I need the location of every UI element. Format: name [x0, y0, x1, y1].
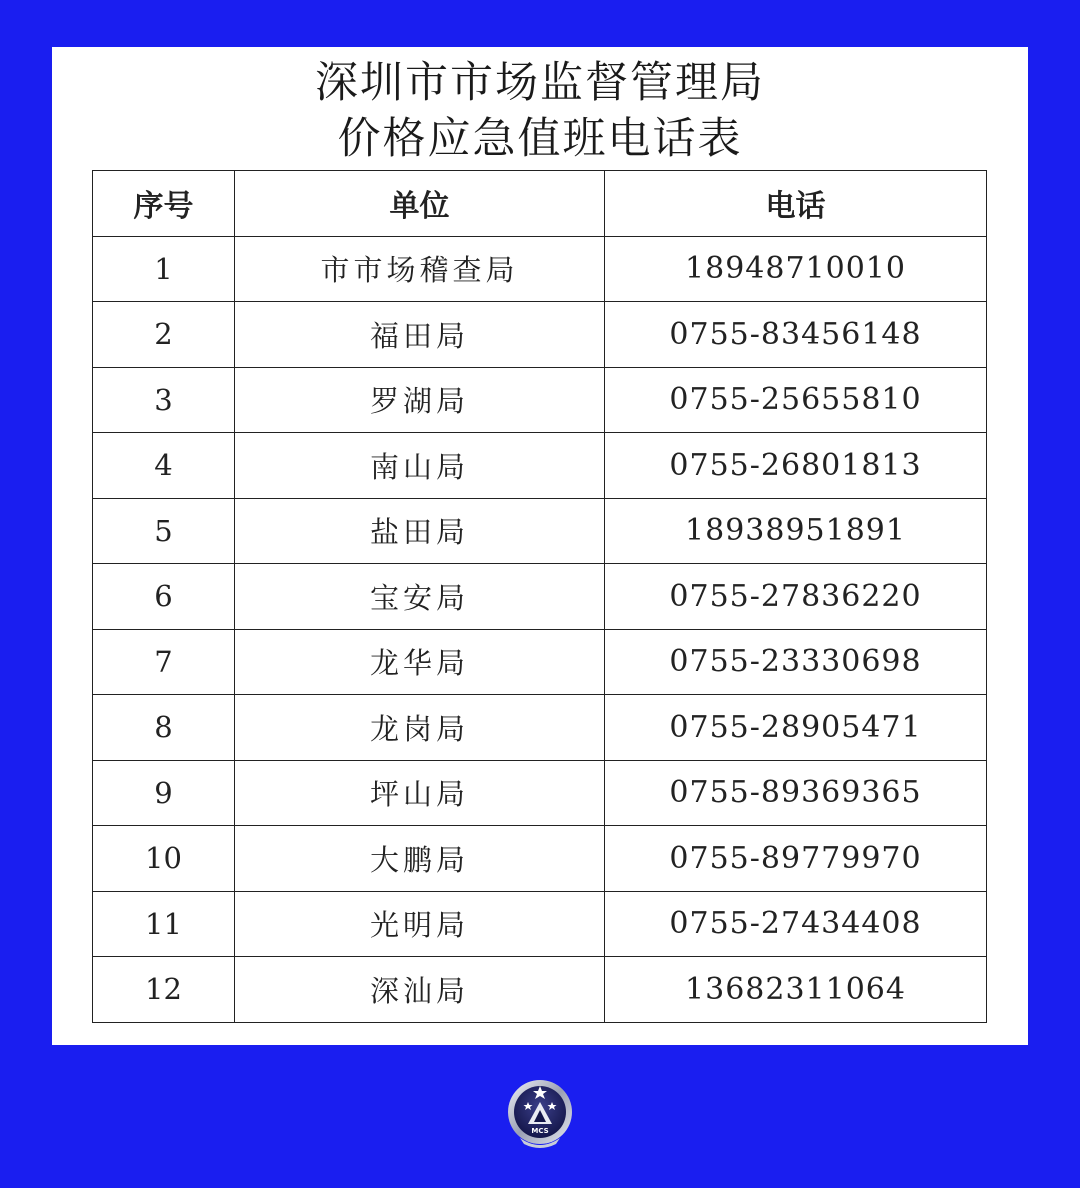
row-unit: 盐田局	[235, 498, 605, 564]
row-unit: 宝安局	[235, 564, 605, 630]
row-number: 2	[93, 302, 235, 368]
table-row	[93, 498, 987, 564]
row-phone: 18948710010	[605, 236, 987, 302]
table-row	[93, 826, 987, 892]
table-row	[93, 629, 987, 695]
row-phone: 0755-89779970	[605, 826, 987, 892]
row-phone: 0755-27836220	[605, 564, 987, 630]
row-unit: 光明局	[235, 891, 605, 957]
emblem-text: MCS	[531, 1127, 549, 1135]
row-number: 11	[93, 891, 235, 957]
row-unit: 深汕局	[235, 957, 605, 1023]
table-row	[93, 236, 987, 302]
row-phone: 0755-27434408	[605, 891, 987, 957]
row-phone: 0755-26801813	[605, 433, 987, 499]
row-unit: 南山局	[235, 433, 605, 499]
row-phone: 0755-89369365	[605, 760, 987, 826]
row-unit: 大鹏局	[235, 826, 605, 892]
column-header-phone: 电话	[605, 171, 987, 237]
row-phone: 13682311064	[605, 957, 987, 1023]
row-unit: 罗湖局	[235, 367, 605, 433]
row-phone: 0755-25655810	[605, 367, 987, 433]
row-number: 8	[93, 695, 235, 761]
row-unit: 龙华局	[235, 629, 605, 695]
page-subtitle: 价格应急值班电话表	[337, 114, 743, 164]
table-row	[93, 695, 987, 761]
market-supervision-emblem-icon	[506, 1078, 574, 1150]
row-unit: 龙岗局	[235, 695, 605, 761]
table-header-row	[93, 171, 987, 237]
table-row	[93, 564, 987, 630]
row-number: 6	[93, 564, 235, 630]
row-number: 12	[93, 957, 235, 1023]
row-unit: 市市场稽查局	[235, 236, 605, 302]
page-title: 深圳市市场监督管理局	[315, 58, 765, 108]
row-number: 5	[93, 498, 235, 564]
row-phone: 0755-23330698	[605, 629, 987, 695]
table-row	[93, 367, 987, 433]
row-number: 9	[93, 760, 235, 826]
row-unit: 坪山局	[235, 760, 605, 826]
duty-sheet-card	[52, 47, 1028, 1045]
row-number: 4	[93, 433, 235, 499]
row-number: 10	[93, 826, 235, 892]
row-phone: 0755-28905471	[605, 695, 987, 761]
duty-phone-table	[92, 170, 987, 1023]
row-unit: 福田局	[235, 302, 605, 368]
table-row	[93, 433, 987, 499]
column-header-unit: 单位	[235, 171, 605, 237]
row-number: 7	[93, 629, 235, 695]
table-row	[93, 891, 987, 957]
row-phone: 0755-83456148	[605, 302, 987, 368]
table-row	[93, 302, 987, 368]
row-phone: 18938951891	[605, 498, 987, 564]
row-number: 3	[93, 367, 235, 433]
table-row	[93, 957, 987, 1023]
table-row	[93, 760, 987, 826]
row-number: 1	[93, 236, 235, 302]
column-header-number: 序号	[93, 171, 235, 237]
